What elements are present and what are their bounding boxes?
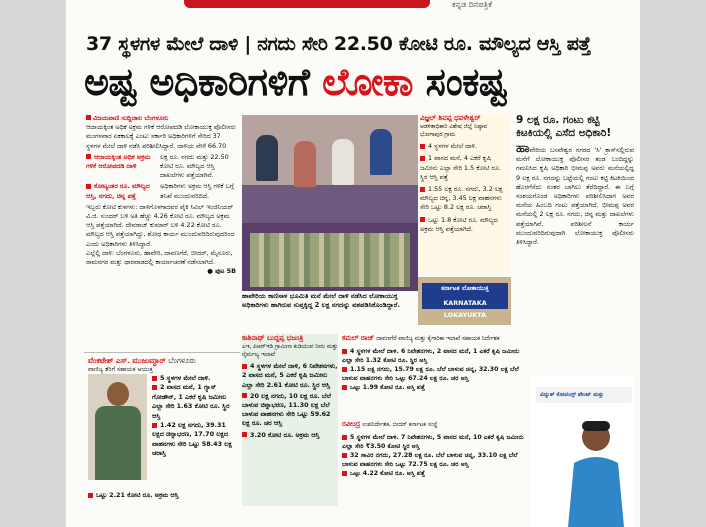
side-story — [516, 114, 634, 370]
lead-box-1-title: ಆದಾಯಕ್ಕಿಂತ ಅಧಿಕ ಅಕ್ರಮ ಗಳಿಕೆ ಆರೋಪದಡಿ ದಾಳಿ — [86, 152, 151, 171]
officer-a-item: 2 ವಾಸದ ಮನೆ, 1 ಗ್ಯಾಸ್ ಗೋಡೌನ್, 1 ಎಕರೆ ಕೃಷಿ ಜಮೀನು ಎಲ್ಲಾ ಸೇರಿ 1.63 ಕೋಟಿ ರೂ. ಸ್ಥಿರ ಆಸ್ತಿ — [152, 383, 230, 420]
headline-kicker: 37 ಸ್ಥಳಗಳ ಮೇಲೆ ದಾಳಿ | ನಗದು ಸೇರಿ 22.50 ಕೋಟಿ ರೂ. ಮೌಲ್ಯದ ಆಸ್ತಿ ಪತ್ತೆ — [86, 33, 591, 55]
lead-story — [86, 114, 236, 352]
masthead-subtitle: ಕನ್ನಡ ದಿನಪತ್ರಿಕೆ — [452, 0, 493, 9]
officer-a-name: ವೆಂಕಟೇಶ್ ಎಸ್. ಮುಜುಮ್ದಾರ್ ಬೆಂಗಳೂರು — [88, 356, 196, 365]
ad-model-image — [562, 415, 626, 527]
raid-photo — [242, 115, 418, 291]
officer-a-photo — [88, 374, 147, 480]
lead-byline: ವಿಜಯವಾಣಿ ಸುದ್ದಿಜಾಲ ಬೆಂಗಳೂರು — [93, 114, 169, 122]
lead-jump[interactable]: ● ಪುಟ 5B — [207, 267, 236, 276]
side-story-body: ಹಾವೇರಿಯ ಬಸವೇಶ್ವರ ನಗರದ 'ಸಿ' ಕ್ರಾಸ್‌ನಲ್ಲಿರುವ ಮನೆಗೆ ಲೋಕಾಯುಕ್ತ ಪೊಲೀಸರ ತಂಡ ಬಂದಿದ್ದನ್ನು ಗಮನಿಸಿದ ಕೃಷಿ ಅಧಿಕಾರಿ ಭೀಮಪ್ಪ ಅವರು ಮನೆಯಲ್ಲಿದ್ದ 9 ಲಕ್ಷ ರೂ. ನಗದನ್ನು ಬಟ್ಟೆಯಲ್ಲಿ ಗಂಟು ಕಟ್ಟಿ ಕಿಟಕಿಯಿಂದ ಹೊರಗೆಸೆದು ನಂತರ ಬಾಗಿಲು ತೆರೆದಿದ್ದಾರೆ. ಈ ಬಗ್ಗೆ ಸಂಶಯಗೊಂಡ ಅಧಿಕಾರಿಗಳು ಪರಿಶೀಲಿಸಿದಾಗ ಅವರ ಮನೆಯ ಹಿಂಬದಿ ಗಂಟು ಪತ್ತೆಯಾಗಿದೆ. ಭೀಮಪ್ಪ ಅವರ ಮನೆಯಲ್ಲಿ 2 ಲಕ್ಷ ರೂ. ನಗದು, ಚಿನ್ನ ಮತ್ತು ದಾಖಲೆಗಳು ಪತ್ತೆಯಾಗಿವೆ. ಪರಿಶೀಲನೆ ಕಾರ್ಯ ಮುಂದುವರಿದಿರುವುದಾಗಿ ಲೋಕಾಯುಕ್ತ ಪೊಲೀಸರು ತಿಳಿಸಿದ್ದಾರೆ. — [516, 141, 634, 247]
officer-civil-item: ಒಟ್ಟು 1.8 ಕೋಟಿ ರೂ. ಮೌಲ್ಯದ ಅಕ್ರಮ ಆಸ್ತಿ ಪತ್ತೆಯಾಗಿದೆ. — [420, 215, 498, 233]
side-story-title: 9 ಲಕ್ಷ ರೂ. ಗಂಟು ಕಟ್ಟಿ ಕಿಟಕಿಯಲ್ಲಿ ಎಸೆದ ಅಧಿಕಾರಿ! — [516, 114, 612, 139]
officer-b-item: 20 ಲಕ್ಷ ನಗದು, 10 ಲಕ್ಷ ರೂ. ಬೆಲೆ ಬಾಳುವ ಚಿನ್ನಾಭರಣ, 11.30 ಲಕ್ಷ ಬೆಲೆ ಬಾಳುವ ವಾಹನಗಳು ಸೇರಿ ಒಟ್ಟು 59.62 ಲಕ್ಷ ರೂ. ಚರ ಆಸ್ತಿ — [242, 391, 331, 428]
officer-d-header: ರವೀಂದ್ರ ಉಪನಿರ್ದೇಶಕ, ಬೀದರ್ ಕರ್ನಾಟಕ ಸಂಸ್ಥೆ — [342, 420, 438, 428]
officer-b-item: 4 ಸ್ಥಳಗಳ ಮೇಲೆ ದಾಳಿ, 6 ನಿವೇಶನಗಳು, 2 ವಾಸದ ಮನೆ, 5 ಎಕರೆ ಕೃಷಿ ಜಮೀನು ಎಲ್ಲಾ ಸೇರಿ 2.61 ಕೋಟಿ ರೂ. ಸ್ಥಿರ ಆಸ್ತಿ — [242, 362, 338, 389]
officer-d-panel — [342, 420, 524, 506]
officer-c-item: 4 ಸ್ಥಳಗಳ ಮೇಲೆ ದಾಳಿ. 6 ನಿವೇಶನಗಳು, 2 ವಾಸದ ಮನೆ, 1 ಎಕರೆ ಕೃಷಿ ಜಮೀನು ಎಲ್ಲಾ ಸೇರಿ 1.32 ಕೋಟಿ ರೂ. ಸ್ಥಿರ ಆಸ್ತಿ — [342, 348, 520, 365]
headline-part-1: ಅಷ್ಟ ಅಧಿಕಾರಿಗಳಿಗೆ — [84, 60, 323, 104]
lead-box-1-side: ಲಕ್ಷ ರೂ. ನಗದು ಮತ್ತು 22.50 ಕೋಟಿ ರೂ. ಮೌಲ್ಯದ ಆಸ್ತಿ ದಾಖಲೆಗಳು ಪತ್ತೆಯಾಗಿವೆ. — [160, 152, 229, 180]
lokayukta-sign-photo — [418, 277, 511, 325]
masthead — [66, 0, 640, 12]
officer-b-role: ಎಇ, ಪಿಆರ್‌ಇಡಿ ಗ್ರಾಮೀಣ ಕುಡಿಯುವ ನೀರು ಮತ್ತು ನೈರ್ಮಲ್ಯ ಇಲಾಖೆ — [242, 344, 338, 359]
officer-b-panel — [242, 334, 338, 506]
lead-box-2-side: ಅಧಿಕಾರಿಗಳು ಅಕ್ರಮ ಆಸ್ತಿ ಗಳಿಕೆ ಬಗ್ಗೆ ತನಿಖೆ ಮುಂದುವರಿದಿದೆ. — [160, 182, 234, 200]
main-headline — [84, 58, 624, 106]
lead-para-1: ಆದಾಯಕ್ಕಿಂತ ಅಧಿಕ ಅಕ್ರಮ ಗಳಿಕೆ ಆರೋಪದಡಿ ಲೋಕಾಯುಕ್ತ ಪೊಲೀಸರು ಮಂಗಳವಾರ ಏಕಕಾಲಕ್ಕೆ ಎಂಟು ಸರ್ಕಾರಿ ಅಧಿಕಾರಿಗಳಿಗೆ ಸೇರಿದ 37 ಸ್ಥಳಗಳ ಮೇಲೆ ದಾಳಿ ನಡೆಸಿ ಪರಿಶೀಲಿಸಿದ್ದಾರೆ. ದಾಳಿಯ ವೇಳೆ 66.70 — [86, 123, 236, 150]
officer-civil-role: ಆಡಳಿತಾಧಿಕಾರಿ ವಿಶೇಷ ಜಿಲ್ಲೆ ನಿಷ್ಠಾವ ಭೋಗಾಪುರ ಗ್ರಾಮ — [420, 124, 488, 139]
officer-civil-item: 4 ಸ್ಥಳಗಳ ಮೇಲೆ ದಾಳಿ. — [420, 142, 510, 151]
officer-d-item: 5 ಸ್ಥಳಗಳ ಮೇಲೆ ದಾಳಿ. 7 ನಿವೇಶನಗಳು, 5 ವಾಸದ ಮನೆ, 10 ಎಕರೆ ಕೃಷಿ ಜಮೀನು ಎಲ್ಲಾ ಸೇರಿ ₹3.50 ಕೋಟಿ ಸ್ಥಿರ ಆಸ್ತಿ — [342, 434, 524, 451]
officer-b-name: ಕಾಶಿನಾಥ್ ಬುದ್ದಪ್ಪ ಭಜಂತ್ರಿ — [242, 334, 304, 342]
ad-brand: ವಿದ್ಯುತ್ ಕೋಟಿಂಗ್ಸ್ ಪೇಂಟ್ ಮತ್ತು — [536, 387, 632, 403]
officer-a-total: ಒಟ್ಟು 2.21 ಕೋಟಿ ರೂ. ಅಕ್ರಮ ಆಸ್ತಿ — [88, 490, 179, 501]
officer-c-total: ಒಟ್ಟು 1.99 ಕೋಟಿ ರೂ. ಆಸ್ತಿ ಪತ್ತೆ — [342, 383, 524, 392]
officer-d-item: 32 ಸಾವಿರ ನಗದು, 27.28 ಲಕ್ಷ ರೂ. ಬೆಲೆ ಬಾಳುವ ಚಿನ್ನ, 33.10 ಲಕ್ಷ ಬೆಲೆ ಬಾಳುವ ವಾಹನಗಳು ಸೇರಿ ಒಟ್ಟು 72.75 ಲಕ್ಷ ರೂ. ಚರ ಆಸ್ತಿ — [342, 452, 518, 469]
lead-para-3: ಎಲ್ಲೆಲ್ಲಿ ದಾಳಿ: ಬೆಂಗಳೂರು, ಹಾವೇರಿ, ದಾವಣಗೆರೆ, ಬೀದರ್, ಮೈಸೂರು, ರಾಮನಗರ ಮತ್ತು ಧಾರವಾಡದಲ್ಲಿ ಕಾರ್ಯಾಚರಣೆ ನಡೆಸಲಾಗಿದೆ. — [86, 248, 233, 267]
advertisement[interactable] — [530, 375, 634, 527]
officer-a-item: 1.42 ಲಕ್ಷ ನಗದು, 39.31 ಲಕ್ಷದ ಚಿನ್ನಾಭರಣ, 17.70 ಲಕ್ಷದ ವಾಹನಗಳು ಸೇರಿ ಒಟ್ಟು 58.43 ಲಕ್ಷ ಚರಾಸ್ತಿ — [152, 421, 232, 458]
lead-para-2: ಇಬ್ಬರು ಕೋಟಿ ಕುಳಗಳು: ದಾಳಿಗೊಳಗಾದವರ ಪೈಕಿ ಸಿವಿಲ್ ಇಂಜಿನಿಯರ್ ವಿ.ಜಿ. ಸುಂದರ್ ಬಳಿ ಅತಿ ಹೆಚ್ಚು 4.26 ಕೋಟಿ ರೂ. ಮೌಲ್ಯದ ಅಕ್ರಮ ಆಸ್ತಿ ಪತ್ತೆಯಾಗಿದೆ. ದೇವರಾಜ್ ಕುಮಾರ್ ಬಳಿ 4.22 ಕೋಟಿ ರೂ. ಮೌಲ್ಯದ ಆಸ್ತಿ ಪತ್ತೆಯಾಗಿದ್ದು, ಶೋಧ ಕಾರ್ಯ ಮುಂದುವರಿದಿರುವುದರಿಂದ ಎಂದು ಅಧಿಕಾರಿಗಳು ತಿಳಿಸಿದ್ದಾರೆ. — [86, 202, 235, 248]
photo-caption: ಹಾವೇರಿಯ ಕಾಣಿಸಾಳ ಭೂಮಿತಿ ಮನೆ ಮೇಲೆ ದಾಳಿ ನಡೆಸಿದ ಲೋಕಾಯುಕ್ತ ಅಧಿಕಾರಿಗಳು ಹಾಗಿರುವ ಸುಪ್ತಕ್ಕಿದ್ದ 2 ಲಕ್ಷ ನಗದನ್ನು ವಶಪಡಿಸಿಕೊಂಡಿದ್ದಾರೆ. — [242, 292, 400, 310]
newspaper-page — [66, 0, 640, 527]
lead-box-2-title: ಕೋಟ್ಯಂತರ ರೂ. ಮೌಲ್ಯದ ಆಸ್ತಿ, ನಗದು, ಚಿನ್ನ ಪತ್ತೆ — [86, 182, 150, 200]
masthead-logo — [184, 0, 430, 8]
officer-d-total: ಒಟ್ಟು 4.22 ಕೋಟಿ ರೂ. ಆಸ್ತಿ ಪತ್ತೆ — [342, 469, 524, 478]
officer-a-role: ವಾಣಿಜ್ಯ ತೆರಿಗೆ ಸಹಾಯಕ ಆಯುಕ್ತ — [88, 366, 153, 374]
officer-c-header: ಕಮಲ್ ರಾಜ್ ದಾವಣಗೆರೆ ವಾಣಿಜ್ಯ ಮತ್ತು ಕೈಗಾರಿಕಾ ಇಲಾಖೆ ಸಹಾಯಕ ನಿರ್ದೇಶಕ — [342, 334, 500, 342]
officer-civil-item: 1 ವಾಸದ ಮನೆ, 4 ಎಕರೆ ಕೃಷಿ ಜಮೀನು ಎಲ್ಲಾ ಸೇರಿ 1.5 ಕೋಟಿ ರೂ. ಸ್ಥಿರ ಆಸ್ತಿ ಪತ್ತೆ — [420, 154, 501, 181]
officer-b-total: 3.20 ಕೋಟಿ ರೂ. ಅಕ್ರಮ ಆಸ್ತಿ — [242, 431, 338, 440]
sign-line-2: KARNATAKA LOKAYUKTA — [422, 297, 508, 309]
officer-c-item: 1.15 ಲಕ್ಷ ನಗದು, 15.79 ಲಕ್ಷ ರೂ. ಬೆಲೆ ಬಾಳುವ ಚಿನ್ನ, 32.30 ಲಕ್ಷ ಬೆಲೆ ಬಾಳುವ ವಾಹನಗಳು ಸೇರಿ ಒಟ್ಟು 67.24 ಲಕ್ಷ ರೂ. ಚರ ಆಸ್ತಿ — [342, 366, 519, 383]
officer-c-panel — [342, 334, 524, 416]
officer-civil-item: 1.55 ಲಕ್ಷ ರೂ. ನಗದು, 3.2 ಲಕ್ಷ ಮೌಲ್ಯದ ಚಿನ್ನ, 3.45 ಲಕ್ಷ ವಾಹನಗಳು ಸೇರಿ ಒಟ್ಟು 8.2 ಲಕ್ಷ ರೂ. ಚರಾಸ್ತಿ — [420, 185, 503, 212]
headline-part-3: ಸಂಕಷ್ಟ — [412, 60, 507, 104]
officer-civil-name: ವಿಜ್ಞಲ್ ಶಿವಪ್ಪ ಧವಳೇಶ್ವರ್ — [420, 114, 481, 122]
cash-stacks — [250, 233, 410, 287]
officer-a-item: 5 ಸ್ಥಳಗಳ ಮೇಲೆ ದಾಳಿ. — [152, 374, 238, 383]
headline-part-2: ಲೋಕಾ — [322, 60, 413, 104]
officer-civil-panel — [420, 114, 510, 274]
sign-line-1: ಕರ್ನಾಟಕ ಲೋಕಾಯುಕ್ತ — [441, 285, 489, 292]
